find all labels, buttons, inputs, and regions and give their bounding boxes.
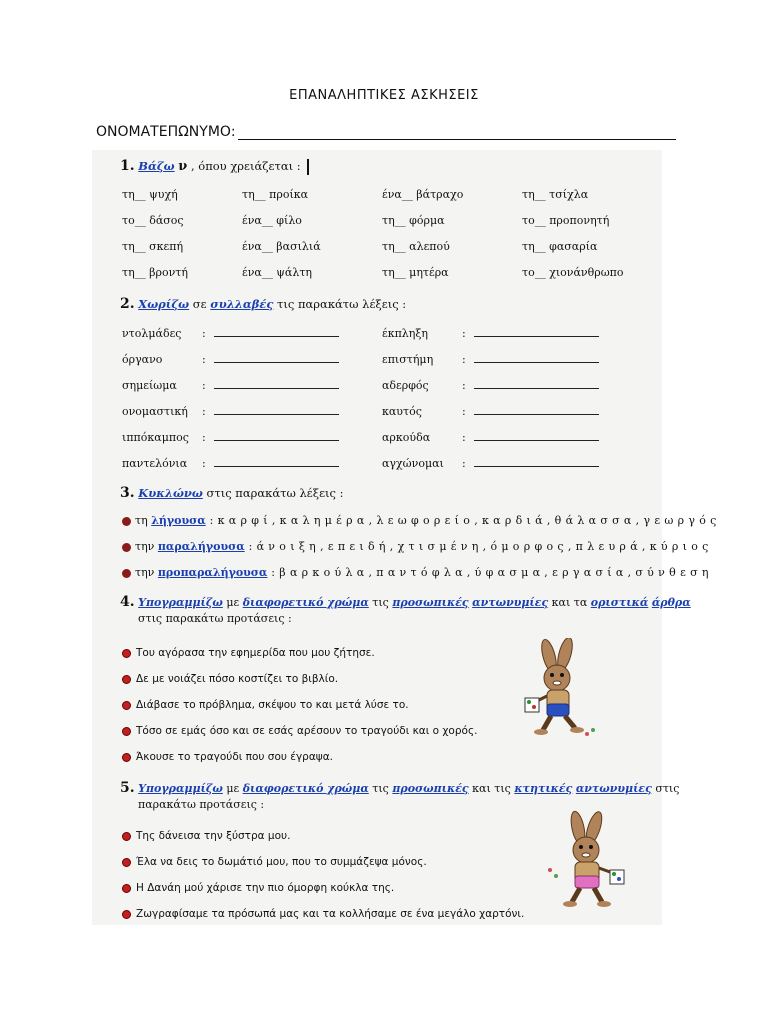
syllable-answer-line[interactable] xyxy=(214,378,339,389)
q4-sentence-text[interactable]: Τόσο σε εμάς όσο και σε εσάς αρέσουν το τραγούδι και ο χορός. xyxy=(136,725,478,737)
syllable-answer-line[interactable] xyxy=(474,456,599,467)
q4-text-3: και τα xyxy=(551,596,588,609)
q3-words[interactable]: : β α ρ κ ο ύ λ α , π α ν τ ό φ λ α , ύ φ α σ μ α , ε ρ γ α σ ί α , σ ύ ν θ ε σ η xyxy=(267,566,709,579)
q2-row xyxy=(382,456,599,470)
q5-sentence xyxy=(122,856,427,868)
flower-bullet-icon xyxy=(122,832,131,841)
q3-stress-keyword: λήγουσα xyxy=(151,514,206,527)
worksheet xyxy=(92,150,717,925)
q5-verb: Υπογραμμίζω xyxy=(138,782,223,795)
q2-row xyxy=(382,352,599,366)
q2-word: αδερφός xyxy=(382,379,429,392)
syllable-answer-line[interactable] xyxy=(214,404,339,415)
q3-instruction: στις παρακάτω λέξεις : xyxy=(206,486,344,500)
q1-item[interactable]: τη__ σκεπή xyxy=(122,240,184,253)
q5-text-2: τις xyxy=(372,782,389,795)
q5-sentence xyxy=(122,908,524,920)
q2-colon: : xyxy=(462,353,466,366)
flower-bullet-icon xyxy=(122,727,131,736)
q2-instruction: τις παρακάτω λέξεις : xyxy=(277,297,407,311)
q4-sentence xyxy=(122,699,409,711)
q4-keyword-2: προσωπικές xyxy=(392,596,469,609)
syllable-answer-line[interactable] xyxy=(474,404,599,415)
page-title: ΕΠΑΝΑΛΗΠΤΙΚΕΣ ΑΣΚΗΣΕΙΣ xyxy=(289,88,479,103)
q4-keyword-5: άρθρα xyxy=(651,596,691,609)
q4-sentence-text[interactable]: Δε με νοιάζει πόσο κοστίζει το βιβλίο. xyxy=(136,673,339,685)
q3-words[interactable]: : κ α ρ φ ί , κ α λ η μ έ ρ α , λ ε ω φ ο ρ ε ί ο , κ α ρ δ ι ά , θ ά λ α σ σ α , γ ε ω ρ γ ό ς xyxy=(205,514,717,527)
q1-item[interactable]: τη__ φόρμα xyxy=(382,214,445,227)
q4-keyword-3: αντωνυμίες xyxy=(472,596,549,609)
syllable-answer-line[interactable] xyxy=(214,456,339,467)
q5-keyword-3: κτητικές xyxy=(514,782,573,795)
q5-sentence-text[interactable]: Ζωγραφίσαμε τα πρόσωπά μας και τα κολλήσαμε σε ένα μεγάλο χαρτόνι. xyxy=(136,908,525,920)
q1-item[interactable]: ένα__ φίλο xyxy=(242,214,302,227)
q3-verb: Κυκλώνω xyxy=(138,486,203,500)
q2-colon: : xyxy=(202,405,206,418)
flower-bullet-icon xyxy=(122,649,131,658)
syllable-answer-line[interactable] xyxy=(474,352,599,363)
q4-verb: Υπογραμμίζω xyxy=(138,596,223,609)
flower-bullet-icon xyxy=(122,910,131,919)
q1-item[interactable]: το__ δάσος xyxy=(122,214,184,227)
q2-colon: : xyxy=(462,457,466,470)
flower-bullet-icon xyxy=(122,701,131,710)
q3-row xyxy=(122,566,709,579)
q5-keyword-1: διαφορετικό χρώμα xyxy=(242,782,369,795)
q2-word: καυτός xyxy=(382,405,422,418)
q3-words[interactable]: : ά ν ο ι ξ η , ε π ε ι δ ή , χ τ ι σ μ έ ν η , ό μ ο ρ φ ο ς , π λ ε υ ρ ά , κ ύ ρ ι ο ς xyxy=(244,540,709,553)
q1-letter: ν xyxy=(178,159,188,174)
q5-text-1: με xyxy=(226,782,240,795)
syllable-answer-line[interactable] xyxy=(214,326,339,337)
q1-heading xyxy=(120,158,309,175)
q1-item[interactable]: τη__ αλεπού xyxy=(382,240,450,253)
syllable-answer-line[interactable] xyxy=(214,430,339,441)
q2-colon: : xyxy=(202,353,206,366)
q2-row xyxy=(122,430,339,444)
q4-sentence xyxy=(122,647,375,659)
q2-row xyxy=(122,456,339,470)
flower-bullet-icon xyxy=(122,858,131,867)
q4-sentence xyxy=(122,725,477,737)
q1-item[interactable]: τη__ φασαρία xyxy=(522,240,598,253)
q3-prefix: την xyxy=(135,566,158,579)
q2-row xyxy=(122,378,339,392)
q2-colon: : xyxy=(462,327,466,340)
q2-row xyxy=(382,326,599,340)
name-blank-line[interactable] xyxy=(238,125,676,140)
q1-item[interactable]: ένα__ ψάλτη xyxy=(242,266,313,279)
q5-sentence xyxy=(122,882,394,894)
q2-word: αγχώνομαι xyxy=(382,457,444,470)
q2-verb: Χωρίζω xyxy=(138,297,190,311)
q2-row xyxy=(382,404,599,418)
text-cursor xyxy=(307,159,309,175)
q2-colon: : xyxy=(202,431,206,444)
q2-row xyxy=(122,326,339,340)
q2-word: παντελόνια xyxy=(122,457,188,470)
q1-item[interactable]: ένα__ βασιλιά xyxy=(242,240,321,253)
q4-sentence-text[interactable]: Του αγόρασα την εφημερίδα που μου ζήτησε. xyxy=(136,647,375,659)
q1-item[interactable]: ένα__ βάτραχο xyxy=(382,188,464,201)
q5-text-4: στις xyxy=(655,782,680,795)
syllable-answer-line[interactable] xyxy=(474,326,599,337)
q4-sentence xyxy=(122,751,333,763)
q4-sentence xyxy=(122,673,338,685)
q5-keyword-2: προσωπικές xyxy=(392,782,469,795)
rabbit-illustration xyxy=(542,810,637,910)
rabbit-illustration xyxy=(517,638,607,738)
q2-word: επιστήμη xyxy=(382,353,434,366)
q3-prefix: την xyxy=(135,540,158,553)
q2-keyword: συλλαβές xyxy=(210,297,274,311)
q2-row xyxy=(382,430,599,444)
q3-prefix: τη xyxy=(135,514,152,527)
q2-row xyxy=(122,404,339,418)
name-label: ΟΝΟΜΑΤΕΠΩΝΥΜΟ: xyxy=(96,124,236,140)
flower-bullet-icon xyxy=(122,753,131,762)
q5-sentence xyxy=(122,830,290,842)
q5-text-3: και τις xyxy=(472,782,511,795)
q5-sentence-text[interactable]: Της δάνεισα την ξύστρα μου. xyxy=(136,830,291,842)
syllable-answer-line[interactable] xyxy=(474,378,599,389)
q1-item[interactable]: τη__ ψυχή xyxy=(122,188,178,201)
q2-word: όργανο xyxy=(122,353,163,366)
q1-number: 1. xyxy=(120,158,135,174)
syllable-answer-line[interactable] xyxy=(214,352,339,363)
q4-text-1: με xyxy=(226,596,240,609)
flower-bullet-icon xyxy=(122,884,131,893)
name-field-row xyxy=(96,124,676,140)
bullet-icon xyxy=(122,517,131,526)
q1-item[interactable]: το__ χιονάνθρωπο xyxy=(522,266,624,279)
q2-colon: : xyxy=(202,457,206,470)
q5-heading xyxy=(120,780,679,796)
q2-colon: : xyxy=(202,379,206,392)
q3-heading xyxy=(120,485,344,501)
q2-word: ιππόκαμπος xyxy=(122,431,189,444)
q4-sentence-text[interactable]: Άκουσε το τραγούδι που σου έγραψα. xyxy=(136,751,333,763)
q2-row xyxy=(122,352,339,366)
q2-colon: : xyxy=(202,327,206,340)
q2-word: σημείωμα xyxy=(122,379,177,392)
q2-word: ονομαστική xyxy=(122,405,188,418)
q5-number: 5. xyxy=(120,780,135,796)
q2-mid: σε xyxy=(192,297,207,311)
q3-stress-keyword: προπαραλήγουσα xyxy=(157,566,268,579)
q2-heading xyxy=(120,296,406,312)
q2-word: αρκούδα xyxy=(382,431,431,444)
q4-number: 4. xyxy=(120,594,135,610)
q2-number: 2. xyxy=(120,296,135,312)
q1-item[interactable]: τη__ προίκα xyxy=(242,188,309,201)
q5-sentence-text[interactable]: Η Δανάη μού χάρισε την πιο όμορφη κούκλα της. xyxy=(136,882,395,894)
q4-heading xyxy=(120,594,691,610)
q2-colon: : xyxy=(462,431,466,444)
bullet-icon xyxy=(122,543,131,552)
q2-word: έκπληξη xyxy=(382,327,429,340)
q5-sentence-text[interactable]: Έλα να δεις το δωμάτιό μου, που το συμμάζεψα μόνος. xyxy=(136,856,427,868)
q2-row xyxy=(382,378,599,392)
q2-colon: : xyxy=(462,405,466,418)
q3-row xyxy=(122,514,717,527)
q1-item[interactable]: το__ προπονητή xyxy=(522,214,610,227)
q1-item[interactable]: τη__ μητέρα xyxy=(382,266,449,279)
q1-item[interactable]: τη__ τσίχλα xyxy=(522,188,589,201)
q2-colon: : xyxy=(462,379,466,392)
q3-number: 3. xyxy=(120,485,135,501)
q1-verb: Βάζω xyxy=(138,159,175,173)
q4-keyword-1: διαφορετικό χρώμα xyxy=(242,596,369,609)
bullet-icon xyxy=(122,569,131,578)
q1-item[interactable]: τη__ βροντή xyxy=(122,266,188,279)
q1-instruction: , όπου χρειάζεται : xyxy=(190,159,301,173)
q4-sentence-text[interactable]: Διάβασε το πρόβλημα, σκέψου το και μετά λύσε το. xyxy=(136,699,409,711)
q5-keyword-4: αντωνυμίες xyxy=(575,782,652,795)
q4-heading-line2: στις παρακάτω προτάσεις : xyxy=(138,612,292,625)
q4-text-2: τις xyxy=(372,596,389,609)
q3-stress-keyword: παραλήγουσα xyxy=(157,540,245,553)
syllable-answer-line[interactable] xyxy=(474,430,599,441)
q2-word: ντολμάδες xyxy=(122,327,182,340)
q5-heading-line2: παρακάτω προτάσεις : xyxy=(138,798,265,811)
q3-row xyxy=(122,540,709,553)
q4-keyword-4: οριστικά xyxy=(590,596,649,609)
flower-bullet-icon xyxy=(122,675,131,684)
